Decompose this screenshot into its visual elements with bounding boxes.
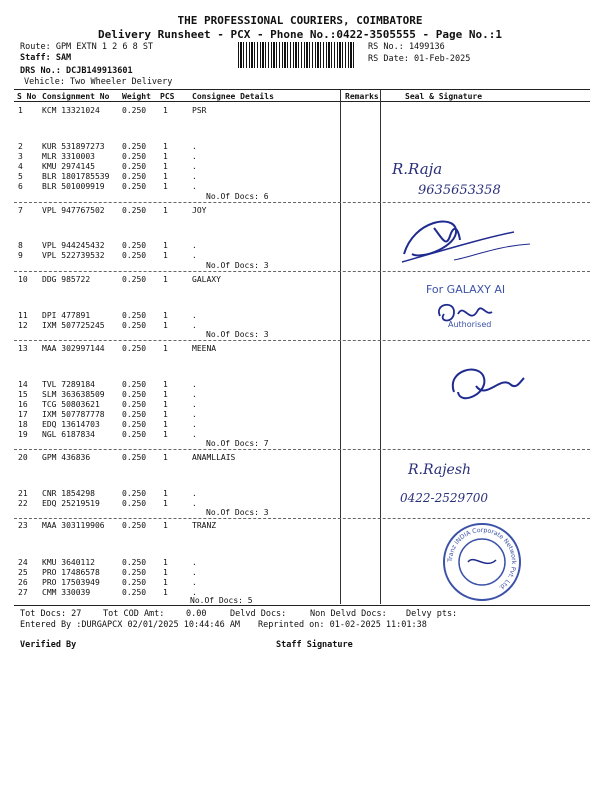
non-delvd-docs: Non Delvd Docs: <box>310 609 387 619</box>
vehicle: Vehicle: Two Wheeler Delivery <box>24 77 173 87</box>
delvy-pts: Delvy pts: <box>406 609 458 619</box>
entered-by: Entered By :DURGAPCX 02/01/2025 10:44:46 AM <box>20 620 241 630</box>
route: Route: GPM EXTN 1 2 6 8 ST <box>20 42 154 52</box>
col-pcs: PCS <box>160 92 175 101</box>
galaxy-stamp-line2: Authorised <box>448 320 492 329</box>
verified-by: Verified By <box>20 640 77 650</box>
joy-signature <box>394 210 544 270</box>
cod-amount: 0.00 <box>186 609 207 619</box>
barcode <box>238 42 356 68</box>
reprinted-on: Reprinted on: 01-02-2025 11:01:38 <box>258 620 427 630</box>
svg-text:Tranz INDIA Corporate Network: Tranz INDIA Corporate Network Pvt. Ltd. <box>446 526 518 592</box>
tot-cod: Tot COD Amt: <box>103 609 165 619</box>
rs-date: RS Date: 01-Feb-2025 <box>368 54 471 64</box>
rs-number: RS No.: 1499136 <box>368 42 445 52</box>
svg-text:R.Rajesh: R.Rajesh <box>408 462 472 478</box>
col-weight: Weight <box>122 92 151 101</box>
col-remarks: Remarks <box>345 92 379 101</box>
tot-docs: Tot Docs: 27 <box>20 609 82 619</box>
runsheet-subtitle: Delivery Runsheet - PCX - Phone No.:0422-3505555 - Page No.:1 <box>98 28 502 41</box>
anamllais-signature <box>398 454 538 510</box>
drs-number: DRS No.: DCJB149913601 <box>20 66 133 76</box>
svg-text:9635653358: 9635653358 <box>418 183 501 198</box>
col-consignee: Consignee Details <box>192 92 274 101</box>
delvd-docs: Delvd Docs: <box>230 609 287 619</box>
galaxy-signature <box>430 296 520 336</box>
psr-handwritten-signature <box>388 156 528 202</box>
col-consignment: Consignment No <box>42 92 110 101</box>
galaxy-stamp-line1: For GALAXY AI <box>426 283 506 296</box>
company-title: THE PROFESSIONAL COURIERS, COIMBATORE <box>177 14 423 27</box>
staff: Staff: SAM <box>20 53 72 63</box>
meena-signature <box>440 356 530 416</box>
svg-text:0422-2529700: 0422-2529700 <box>400 491 489 505</box>
col-sno: S No <box>17 92 37 101</box>
tranz-round-seal <box>440 520 524 604</box>
svg-text:R.Raja: R.Raja <box>392 160 443 178</box>
staff-signature: Staff Signature <box>276 640 353 650</box>
col-seal: Seal & Signature <box>405 92 483 101</box>
